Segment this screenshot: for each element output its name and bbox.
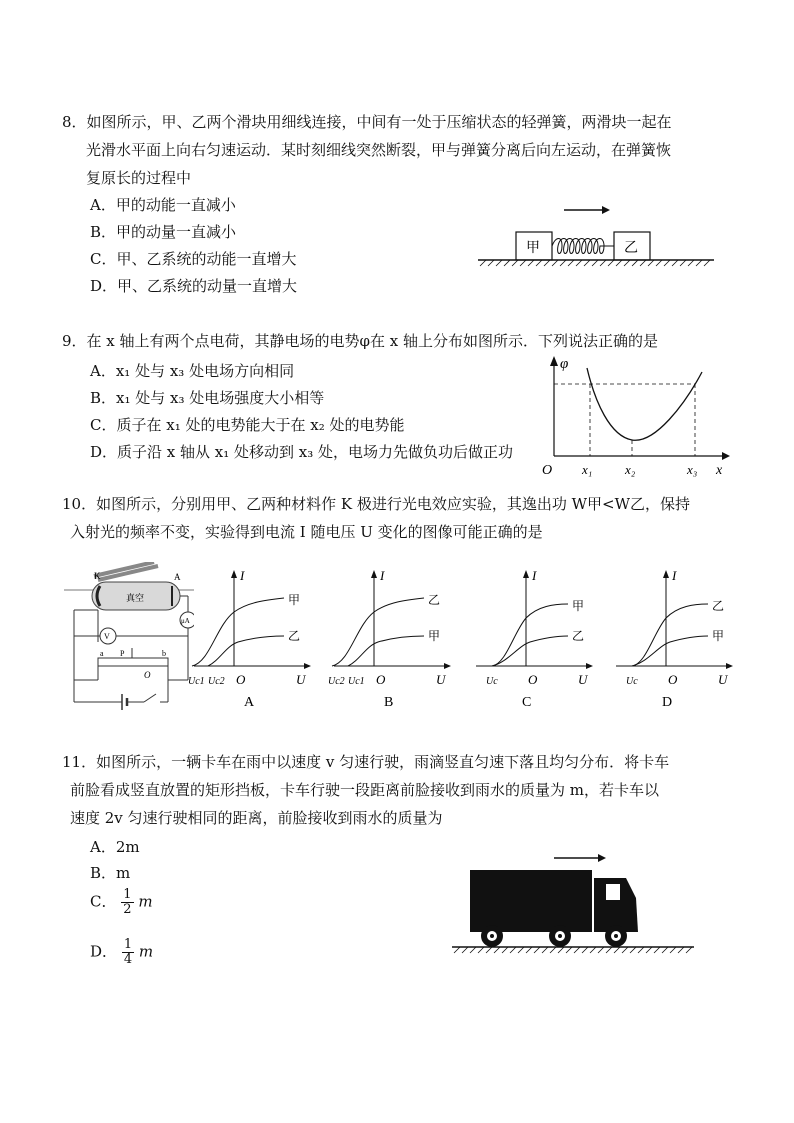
svg-text:Uc1: Uc1 bbox=[188, 676, 205, 687]
svg-text:乙: 乙 bbox=[572, 629, 585, 643]
question-11 bbox=[62, 748, 669, 832]
x3-label: x₃ bbox=[687, 462, 698, 477]
q10-line-2: 入射光的频率不变，实验得到电流 I 随电压 U 变化的图像可能正确的是 bbox=[70, 523, 543, 541]
q10-graph-c bbox=[468, 566, 598, 712]
q8-option-a[interactable]: A．甲的动能一直减小 bbox=[90, 196, 236, 214]
phi-label: φ bbox=[560, 356, 569, 372]
q10-photoelectric-circuit bbox=[64, 562, 194, 714]
q8-option-c[interactable]: C．甲、乙系统的动能一直增大 bbox=[90, 250, 297, 268]
q11-line-3: 速度 2v 匀速行驶相同的距离，前脸接收到雨水的质量为 bbox=[70, 809, 443, 827]
question-9 bbox=[62, 327, 658, 355]
svg-text:O: O bbox=[376, 672, 386, 687]
q9-option-b[interactable]: B．x₁ 处与 x₃ 处电场强度大小相等 bbox=[90, 389, 325, 407]
q11-option-d[interactable]: D． $\frac{1}{4}$ m bbox=[90, 937, 154, 967]
svg-text:Uc1: Uc1 bbox=[348, 676, 365, 687]
svg-text:P: P bbox=[120, 649, 125, 658]
q11-line-1: 11．如图所示，一辆卡车在雨中以速度 v 匀速行驶，雨滴竖直匀速下落且均匀分布．将卡车 bbox=[62, 753, 670, 771]
potential-curve bbox=[587, 368, 702, 440]
fraction-quarter: $\frac{1}{4}$ bbox=[123, 937, 133, 967]
svg-text:Uc2: Uc2 bbox=[328, 676, 345, 687]
q9-line-1: 9．在 x 轴上有两个点电荷，其静电场的电势φ在 x 轴上分布如图所示．下列说法正确的是 bbox=[62, 332, 659, 350]
svg-text:O: O bbox=[528, 672, 538, 687]
block-jia-label: 甲 bbox=[526, 241, 540, 256]
svg-text:U: U bbox=[578, 672, 588, 687]
graph-c-letter: C bbox=[522, 695, 532, 710]
svg-text:b: b bbox=[162, 649, 166, 658]
svg-text:甲: 甲 bbox=[572, 599, 585, 613]
svg-text:V: V bbox=[104, 632, 110, 641]
svg-text:U: U bbox=[718, 672, 728, 687]
q11-line-2: 前脸看成竖直放置的矩形挡板，卡车行驶一段距离前脸接收到雨水的质量为 m，若卡车以 bbox=[70, 781, 659, 799]
q10-line-1: 10．如图所示，分别用甲、乙两种材料作 K 极进行光电效应实验，其逸出功 W甲<W乙，保持 bbox=[62, 495, 691, 513]
vacuum-label: 真空 bbox=[126, 593, 145, 603]
q11-option-c[interactable]: C． $\frac{1}{2}$ m bbox=[90, 887, 153, 917]
svg-text:Uc: Uc bbox=[486, 676, 498, 687]
svg-text:a: a bbox=[100, 649, 104, 658]
q8-option-b[interactable]: B．甲的动量一直减小 bbox=[90, 223, 237, 241]
x-axis-label: x bbox=[716, 463, 723, 478]
q11-option-b[interactable]: B．m bbox=[90, 864, 131, 882]
cathode-K: K bbox=[94, 571, 101, 581]
svg-text:I: I bbox=[532, 568, 537, 583]
svg-text:乙: 乙 bbox=[428, 593, 441, 607]
q11-option-a[interactable]: A．2m bbox=[90, 838, 140, 856]
q9-option-a[interactable]: A．x₁ 处与 x₃ 处电场方向相同 bbox=[90, 362, 295, 380]
truck-cargo bbox=[470, 870, 592, 932]
x2-label: x₂ bbox=[625, 462, 636, 477]
svg-text:Uc: Uc bbox=[626, 676, 638, 687]
q8-option-d[interactable]: D．甲、乙系统的动量一直增大 bbox=[90, 277, 298, 295]
svg-text:I: I bbox=[380, 568, 385, 583]
svg-text:I: I bbox=[240, 568, 245, 583]
svg-text:甲: 甲 bbox=[428, 629, 441, 643]
q10-graph-b bbox=[326, 566, 456, 712]
rheostat bbox=[98, 658, 168, 666]
origin-label: O bbox=[542, 463, 553, 478]
svg-text:μA: μA bbox=[181, 617, 190, 625]
q8-line-2: 光滑水平面上向右匀速运动．某时刻细线突然断裂，甲与弹簧分离后向左运动，在弹簧恢 bbox=[86, 141, 672, 159]
anode-A: A bbox=[174, 572, 181, 582]
graph-b-letter: B bbox=[384, 695, 394, 710]
curve-lower bbox=[208, 636, 284, 666]
spring bbox=[552, 239, 614, 254]
svg-text:O: O bbox=[236, 672, 246, 687]
curve-upper bbox=[192, 598, 284, 666]
q10-graph-a bbox=[186, 566, 316, 712]
q9-option-d[interactable]: D．质子沿 x 轴从 x₁ 处移动到 x₃ 处，电场力先做负功后做正功 bbox=[90, 443, 514, 461]
svg-text:O: O bbox=[144, 670, 151, 680]
q9-potential-graph bbox=[540, 352, 730, 480]
q10-graph-d bbox=[608, 566, 738, 712]
q8-line-1: 8．如图所示，甲、乙两个滑块用细线连接，中间有一处于压缩状态的轻弹簧，两滑块一起在 bbox=[62, 113, 672, 131]
question-10 bbox=[62, 490, 690, 546]
q9-option-c[interactable]: C．质子在 x₁ 处的电势能大于在 x₂ 处的电势能 bbox=[90, 416, 405, 434]
ground-hatch bbox=[480, 260, 710, 266]
x1-label: x₁ bbox=[582, 462, 593, 477]
svg-text:I: I bbox=[672, 568, 677, 583]
q8-figure-spring-blocks bbox=[476, 200, 716, 270]
svg-text:甲: 甲 bbox=[712, 629, 725, 643]
svg-text:乙: 乙 bbox=[712, 599, 725, 613]
fraction-half: $\frac{1}{2}$ bbox=[123, 887, 132, 917]
q8-line-3: 复原长的过程中 bbox=[86, 169, 192, 187]
graph-d-letter: D bbox=[662, 695, 673, 710]
q11-truck-figure bbox=[448, 850, 698, 960]
block-yi-label: 乙 bbox=[624, 241, 638, 256]
svg-text:U: U bbox=[436, 672, 446, 687]
graph-a-letter: A bbox=[244, 695, 255, 710]
svg-text:乙: 乙 bbox=[288, 629, 301, 643]
svg-text:U: U bbox=[296, 672, 306, 687]
svg-text:Uc2: Uc2 bbox=[208, 676, 225, 687]
question-8 bbox=[62, 108, 672, 192]
svg-text:O: O bbox=[668, 672, 678, 687]
svg-text:甲: 甲 bbox=[288, 593, 301, 607]
